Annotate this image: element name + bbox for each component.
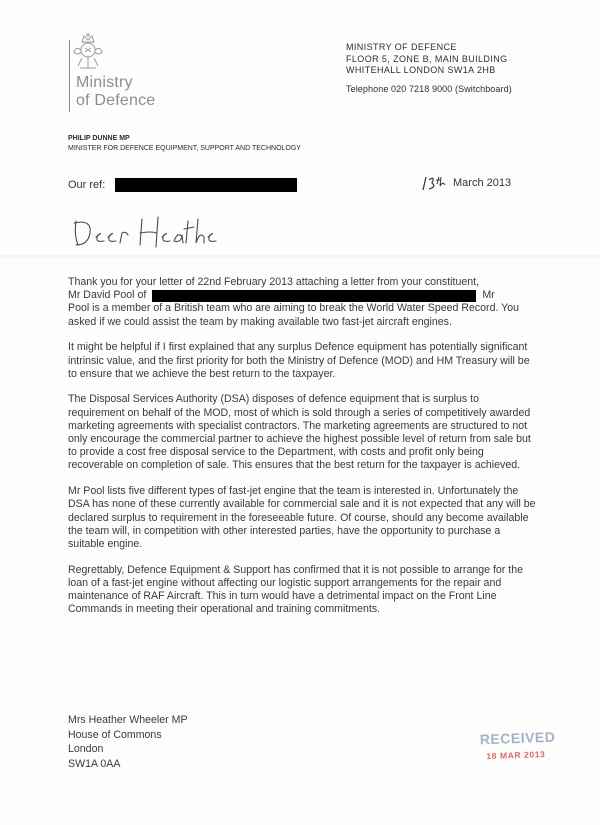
address-line: WHITEHALL LONDON SW1A 2HB <box>346 65 496 75</box>
handwritten-salutation <box>70 213 220 253</box>
address-line: FLOOR 5, ZONE B, MAIN BUILDING <box>346 53 508 64</box>
org-logo-text <box>76 74 155 110</box>
minister-block <box>68 134 301 153</box>
p1-rest: Pool is a member of a British team who are aiming to break the World Water Speed Record. You asked if we could assist the team by making available two fast-jet aircraft engines. <box>68 302 520 328</box>
recipient-line: London <box>68 743 104 755</box>
p1-line-1: Thank you for your letter of 22nd February 2013 attaching a letter from your constituent, <box>68 276 480 288</box>
org-line-2: of Defence <box>76 92 156 109</box>
royal-crest-icon <box>70 32 106 72</box>
recipient-line: House of Commons <box>68 728 162 741</box>
stamp-label: RECEIVED <box>479 728 556 748</box>
recipient-line: Mrs Heather Wheeler MP <box>68 714 188 726</box>
scan-fold-line <box>0 255 600 258</box>
address-line: MINISTRY OF DEFENCE <box>346 42 457 52</box>
handwritten-day <box>420 174 450 192</box>
redaction-box <box>115 178 297 192</box>
letter-date <box>420 174 511 192</box>
paragraph-3: The Disposal Services Authority (DSA) disposes of defence equipment that is surplus to requirement on behalf of the MOD, most of which is sold through a series of competitively awarded marketing agreements with specialist contractors. The marketing agreements are structured to not only encourage the commercial partner to achieve the highest possible level of return from sale but to provide a cost free disposal service to the Department, with costs and profit only being recoverable on completion of sale. This ensures that the best return for the taxpayer is achieved. <box>68 393 531 472</box>
minister-name: PHILIP DUNNE MP <box>68 135 130 142</box>
paragraph-5: Regrettably, Defence Equipment & Support has confirmed that it is not possible to arrange for the loan of a fast-jet engine without affecting our logistic support arrangements for the repair and maintenance of RAF Aircraft. This in turn would have a detrimental impact on the Front Line Commands in meeting their operational and training commitments. <box>68 563 523 616</box>
p1-line-2-start: Mr David Pool of <box>68 289 147 302</box>
recipient-address <box>68 713 188 771</box>
p1-line-2-end: Mr <box>482 289 495 302</box>
p1-line-2 <box>68 289 538 302</box>
date-month-year: March 2013 <box>453 177 512 189</box>
org-line-1: Ministry <box>76 74 133 91</box>
redaction-box <box>152 290 476 302</box>
paragraph-1 <box>68 276 538 329</box>
ministry-address <box>346 42 512 95</box>
reference-line <box>68 178 297 192</box>
letter-body <box>68 276 538 629</box>
logo-divider <box>69 40 70 112</box>
received-stamp <box>479 729 556 762</box>
telephone-line: Telephone 020 7218 9000 (Switchboard) <box>346 83 512 94</box>
minister-title: MINISTER FOR DEFENCE EQUIPMENT, SUPPORT AND TECHNOLOGY <box>68 144 301 152</box>
recipient-line: SW1A 0AA <box>68 757 121 770</box>
paragraph-2: It might be helpful if I first explained that any surplus Defence equipment has potentially significant intrinsic value, and the first priority for both the Ministry of Defence (MOD) and HM Treasury will be to ensure that we achieve the best return to the taxpayer. <box>68 341 530 380</box>
stamp-date: 18 MAR 2013 <box>486 749 546 762</box>
reference-label: Our ref: <box>68 179 106 191</box>
paragraph-4: Mr Pool lists five different types of fast-jet engine that the team is interested in. Unfortunately the DSA has none of these currently available for commercial sale and it is not expected that any will be declared surplus to requirement in the foreseeable future. Of course, should any become available the team will, in competition with other interested parties, have the opportunity to purchase a suitable engine. <box>68 485 536 550</box>
